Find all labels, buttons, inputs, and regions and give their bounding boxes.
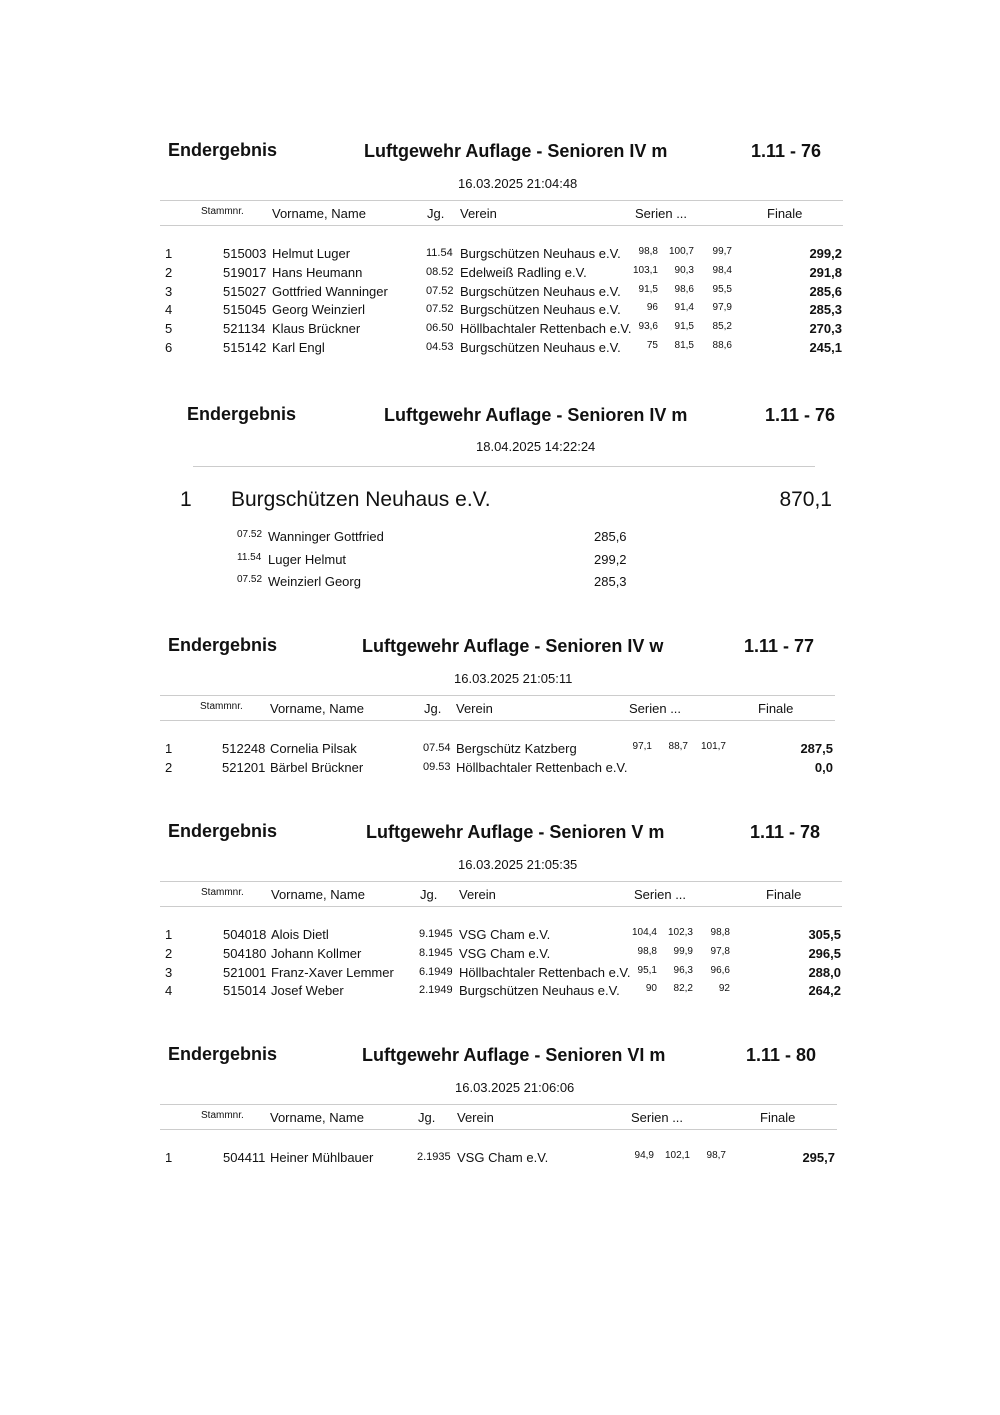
series-score-2: 91,4 bbox=[674, 302, 694, 314]
column-header-jg: Jg. bbox=[424, 701, 442, 716]
series-score-1: 93,6 bbox=[638, 321, 658, 333]
rank: 2 bbox=[165, 759, 173, 775]
member-birth-year: 07.52 bbox=[237, 574, 263, 585]
rank: 1 bbox=[165, 927, 173, 942]
member-score: 299,2 bbox=[594, 551, 627, 567]
birth-year: 2.1935 bbox=[417, 1151, 451, 1163]
series-score-3: 92 bbox=[718, 983, 730, 995]
section-date: 16.03.2025 21:04:48 bbox=[458, 176, 578, 191]
series-score-1: 103,1 bbox=[632, 264, 658, 276]
section-code: 1.11 - 80 bbox=[746, 1045, 817, 1065]
section-label: Endergebnis bbox=[168, 1044, 278, 1064]
section-label: Endergebnis bbox=[168, 635, 278, 655]
stammnr: 515014 bbox=[223, 983, 267, 999]
series-score-2: 88,7 bbox=[668, 741, 688, 752]
team-section-code: 1.11 - 76 bbox=[765, 405, 836, 425]
column-header-serien: Serien ... bbox=[634, 887, 687, 902]
shooter-name: Johann Kollmer bbox=[271, 945, 362, 961]
stammnr: 521201 bbox=[222, 759, 266, 775]
team-section-date: 18.04.2025 14:22:24 bbox=[476, 439, 596, 454]
stammnr: 521134 bbox=[223, 321, 266, 337]
stammnr: 515142 bbox=[223, 340, 267, 355]
rank: 1 bbox=[165, 1150, 173, 1165]
birth-year: 07.54 bbox=[423, 742, 451, 754]
stammnr: 504411 bbox=[223, 1150, 266, 1165]
final-score: 288,0 bbox=[808, 964, 841, 980]
final-score: 295,7 bbox=[802, 1150, 835, 1165]
shooter-name: Hans Heumann bbox=[272, 264, 363, 280]
column-header-finale: Finale bbox=[758, 701, 794, 716]
series-score-3: 97,9 bbox=[712, 302, 732, 314]
rank: 3 bbox=[165, 283, 173, 299]
column-header-divider bbox=[160, 906, 842, 907]
club-name: VSG Cham e.V. bbox=[457, 1150, 549, 1165]
member-name: Luger Helmut bbox=[268, 551, 347, 567]
series-score-2: 98,6 bbox=[674, 283, 694, 295]
series-score-1: 94,9 bbox=[634, 1150, 654, 1161]
header-divider bbox=[160, 1104, 837, 1105]
team-divider bbox=[193, 466, 815, 467]
rank: 1 bbox=[165, 246, 173, 261]
section-date: 16.03.2025 21:06:06 bbox=[455, 1080, 575, 1095]
section-code: 1.11 - 78 bbox=[750, 822, 821, 842]
final-score: 305,5 bbox=[808, 927, 841, 942]
series-score-2: 96,3 bbox=[673, 964, 693, 976]
column-header-stammnr: Stammnr. bbox=[200, 701, 243, 712]
column-header-name: Vorname, Name bbox=[272, 206, 366, 221]
birth-year: 07.52 bbox=[426, 303, 454, 316]
stammnr: 515045 bbox=[223, 302, 267, 318]
birth-year: 2.1949 bbox=[419, 984, 453, 997]
column-header-verein: Verein bbox=[460, 206, 497, 221]
birth-year: 07.52 bbox=[426, 284, 454, 297]
column-header-jg: Jg. bbox=[427, 206, 445, 221]
column-header-finale: Finale bbox=[766, 887, 802, 902]
team-name: Burgschützen Neuhaus e.V. bbox=[231, 488, 491, 511]
header-divider bbox=[160, 695, 835, 696]
rank: 4 bbox=[165, 983, 173, 999]
final-score: 0,0 bbox=[814, 759, 833, 775]
series-score-1: 97,1 bbox=[632, 741, 652, 752]
series-score-2: 102,3 bbox=[667, 927, 693, 938]
series-score-2: 82,2 bbox=[673, 983, 693, 995]
birth-year: 6.1949 bbox=[419, 965, 453, 978]
final-score: 270,3 bbox=[809, 321, 842, 337]
section-label: Endergebnis bbox=[168, 821, 278, 841]
birth-year: 09.53 bbox=[423, 760, 451, 773]
member-birth-year: 11.54 bbox=[237, 551, 262, 563]
series-score-1: 95,1 bbox=[637, 964, 657, 976]
shooter-name: Helmut Luger bbox=[272, 246, 351, 261]
series-score-3: 85,2 bbox=[712, 321, 732, 333]
column-header-divider bbox=[160, 1129, 837, 1130]
column-header-verein: Verein bbox=[459, 887, 496, 902]
rank: 6 bbox=[165, 340, 173, 355]
club-name: VSG Cham e.V. bbox=[459, 945, 551, 961]
club-name: Burgschützen Neuhaus e.V. bbox=[459, 983, 620, 999]
header-divider bbox=[160, 881, 842, 882]
club-name: Edelweiß Radling e.V. bbox=[460, 264, 587, 280]
column-header-name: Vorname, Name bbox=[270, 1110, 364, 1125]
column-header-name: Vorname, Name bbox=[270, 701, 364, 716]
column-header-serien: Serien ... bbox=[635, 206, 688, 221]
stammnr: 521001 bbox=[223, 964, 267, 980]
series-score-3: 99,7 bbox=[712, 246, 732, 257]
member-birth-year: 07.52 bbox=[237, 529, 263, 540]
shooter-name: Klaus Brückner bbox=[272, 321, 361, 337]
section-label: Endergebnis bbox=[168, 140, 278, 160]
column-header-serien: Serien ... bbox=[631, 1110, 684, 1125]
section-code: 1.11 - 76 bbox=[751, 141, 822, 161]
member-name: Weinzierl Georg bbox=[268, 574, 361, 589]
column-header-serien: Serien ... bbox=[629, 701, 682, 716]
birth-year: 9.1945 bbox=[419, 928, 453, 940]
member-score: 285,6 bbox=[594, 529, 627, 544]
club-name: Burgschützen Neuhaus e.V. bbox=[460, 340, 621, 355]
series-score-1: 98,8 bbox=[637, 945, 657, 957]
column-header-name: Vorname, Name bbox=[271, 887, 365, 902]
column-header-verein: Verein bbox=[456, 701, 493, 716]
rank: 2 bbox=[165, 945, 173, 961]
column-header-stammnr: Stammnr. bbox=[201, 887, 244, 898]
team-section-label: Endergebnis bbox=[187, 404, 297, 424]
rank: 4 bbox=[165, 302, 173, 318]
series-score-3: 95,5 bbox=[712, 283, 732, 295]
shooter-name: Bärbel Brückner bbox=[270, 759, 364, 775]
shooter-name: Karl Engl bbox=[272, 340, 325, 355]
club-name: Burgschützen Neuhaus e.V. bbox=[460, 246, 621, 261]
shooter-name: Franz-Xaver Lemmer bbox=[271, 964, 394, 980]
birth-year: 04.53 bbox=[426, 341, 454, 353]
shooter-name: Alois Dietl bbox=[271, 927, 329, 942]
club-name: VSG Cham e.V. bbox=[459, 927, 551, 942]
rank: 2 bbox=[165, 264, 173, 280]
final-score: 287,5 bbox=[800, 741, 833, 756]
shooter-name: Cornelia Pilsak bbox=[270, 741, 357, 756]
header-divider bbox=[160, 200, 843, 201]
column-header-divider bbox=[160, 720, 835, 721]
stammnr: 515003 bbox=[223, 246, 267, 261]
team-total: 870,1 bbox=[779, 488, 832, 511]
stammnr: 504018 bbox=[223, 927, 267, 942]
shooter-name: Georg Weinzierl bbox=[272, 302, 365, 318]
series-score-3: 101,7 bbox=[700, 741, 726, 752]
rank: 1 bbox=[165, 741, 173, 756]
column-header-divider bbox=[160, 225, 843, 226]
section-title: Luftgewehr Auflage - Senioren VI m bbox=[362, 1045, 666, 1065]
team-section-title: Luftgewehr Auflage - Senioren IV m bbox=[384, 405, 688, 425]
series-score-1: 98,8 bbox=[638, 246, 658, 257]
series-score-3: 98,7 bbox=[706, 1150, 726, 1161]
club-name: Höllbachtaler Rettenbach e.V. bbox=[459, 964, 631, 980]
series-score-2: 81,5 bbox=[674, 340, 694, 351]
final-score: 264,2 bbox=[808, 983, 841, 999]
series-score-3: 96,6 bbox=[710, 964, 730, 976]
column-header-jg: Jg. bbox=[420, 887, 438, 902]
section-title: Luftgewehr Auflage - Senioren IV w bbox=[362, 636, 664, 656]
birth-year: 8.1945 bbox=[419, 946, 453, 959]
shooter-name: Heiner Mühlbauer bbox=[270, 1150, 374, 1165]
club-name: Bergschütz Katzberg bbox=[456, 741, 577, 756]
stammnr: 515027 bbox=[223, 283, 267, 299]
column-header-finale: Finale bbox=[760, 1110, 796, 1125]
section-code: 1.11 - 77 bbox=[744, 636, 815, 656]
final-score: 296,5 bbox=[808, 945, 841, 961]
column-header-verein: Verein bbox=[457, 1110, 494, 1125]
series-score-3: 98,4 bbox=[712, 264, 732, 276]
final-score: 245,1 bbox=[809, 340, 842, 355]
member-name: Wanninger Gottfried bbox=[268, 529, 384, 544]
shooter-name: Josef Weber bbox=[271, 983, 344, 999]
birth-year: 06.50 bbox=[426, 322, 454, 335]
series-score-1: 90 bbox=[645, 983, 657, 995]
rank: 5 bbox=[165, 321, 173, 337]
team-rank: 1 bbox=[180, 488, 192, 511]
column-header-jg: Jg. bbox=[418, 1110, 436, 1125]
column-header-stammnr: Stammnr. bbox=[201, 206, 244, 217]
section-title: Luftgewehr Auflage - Senioren IV m bbox=[364, 141, 668, 161]
stammnr: 519017 bbox=[223, 264, 267, 280]
series-score-2: 90,3 bbox=[674, 264, 694, 276]
stammnr: 512248 bbox=[222, 741, 266, 756]
stammnr: 504180 bbox=[223, 945, 267, 961]
birth-year: 08.52 bbox=[426, 265, 454, 278]
series-score-2: 91,5 bbox=[674, 321, 694, 333]
series-score-1: 104,4 bbox=[631, 927, 657, 938]
birth-year: 11.54 bbox=[426, 247, 453, 259]
rank: 3 bbox=[165, 964, 173, 980]
club-name: Höllbachtaler Rettenbach e.V. bbox=[460, 321, 632, 337]
section-date: 16.03.2025 21:05:35 bbox=[458, 857, 578, 872]
final-score: 285,3 bbox=[809, 302, 842, 318]
series-score-2: 102,1 bbox=[664, 1150, 690, 1161]
series-score-1: 96 bbox=[646, 302, 658, 314]
column-header-stammnr: Stammnr. bbox=[201, 1110, 244, 1121]
series-score-2: 100,7 bbox=[668, 246, 694, 257]
series-score-1: 75 bbox=[646, 340, 658, 351]
shooter-name: Gottfried Wanninger bbox=[272, 283, 388, 299]
series-score-3: 88,6 bbox=[712, 340, 732, 351]
final-score: 285,6 bbox=[809, 283, 842, 299]
club-name: Burgschützen Neuhaus e.V. bbox=[460, 283, 621, 299]
series-score-2: 99,9 bbox=[673, 945, 693, 957]
final-score: 299,2 bbox=[809, 246, 842, 261]
section-title: Luftgewehr Auflage - Senioren V m bbox=[366, 822, 665, 842]
series-score-3: 98,8 bbox=[710, 927, 730, 938]
series-score-3: 97,8 bbox=[710, 945, 730, 957]
series-score-1: 91,5 bbox=[638, 283, 658, 295]
club-name: Burgschützen Neuhaus e.V. bbox=[460, 302, 621, 318]
section-date: 16.03.2025 21:05:11 bbox=[454, 671, 573, 686]
final-score: 291,8 bbox=[809, 264, 842, 280]
column-header-finale: Finale bbox=[767, 206, 803, 221]
club-name: Höllbachtaler Rettenbach e.V. bbox=[456, 759, 628, 775]
member-score: 285,3 bbox=[594, 574, 627, 589]
